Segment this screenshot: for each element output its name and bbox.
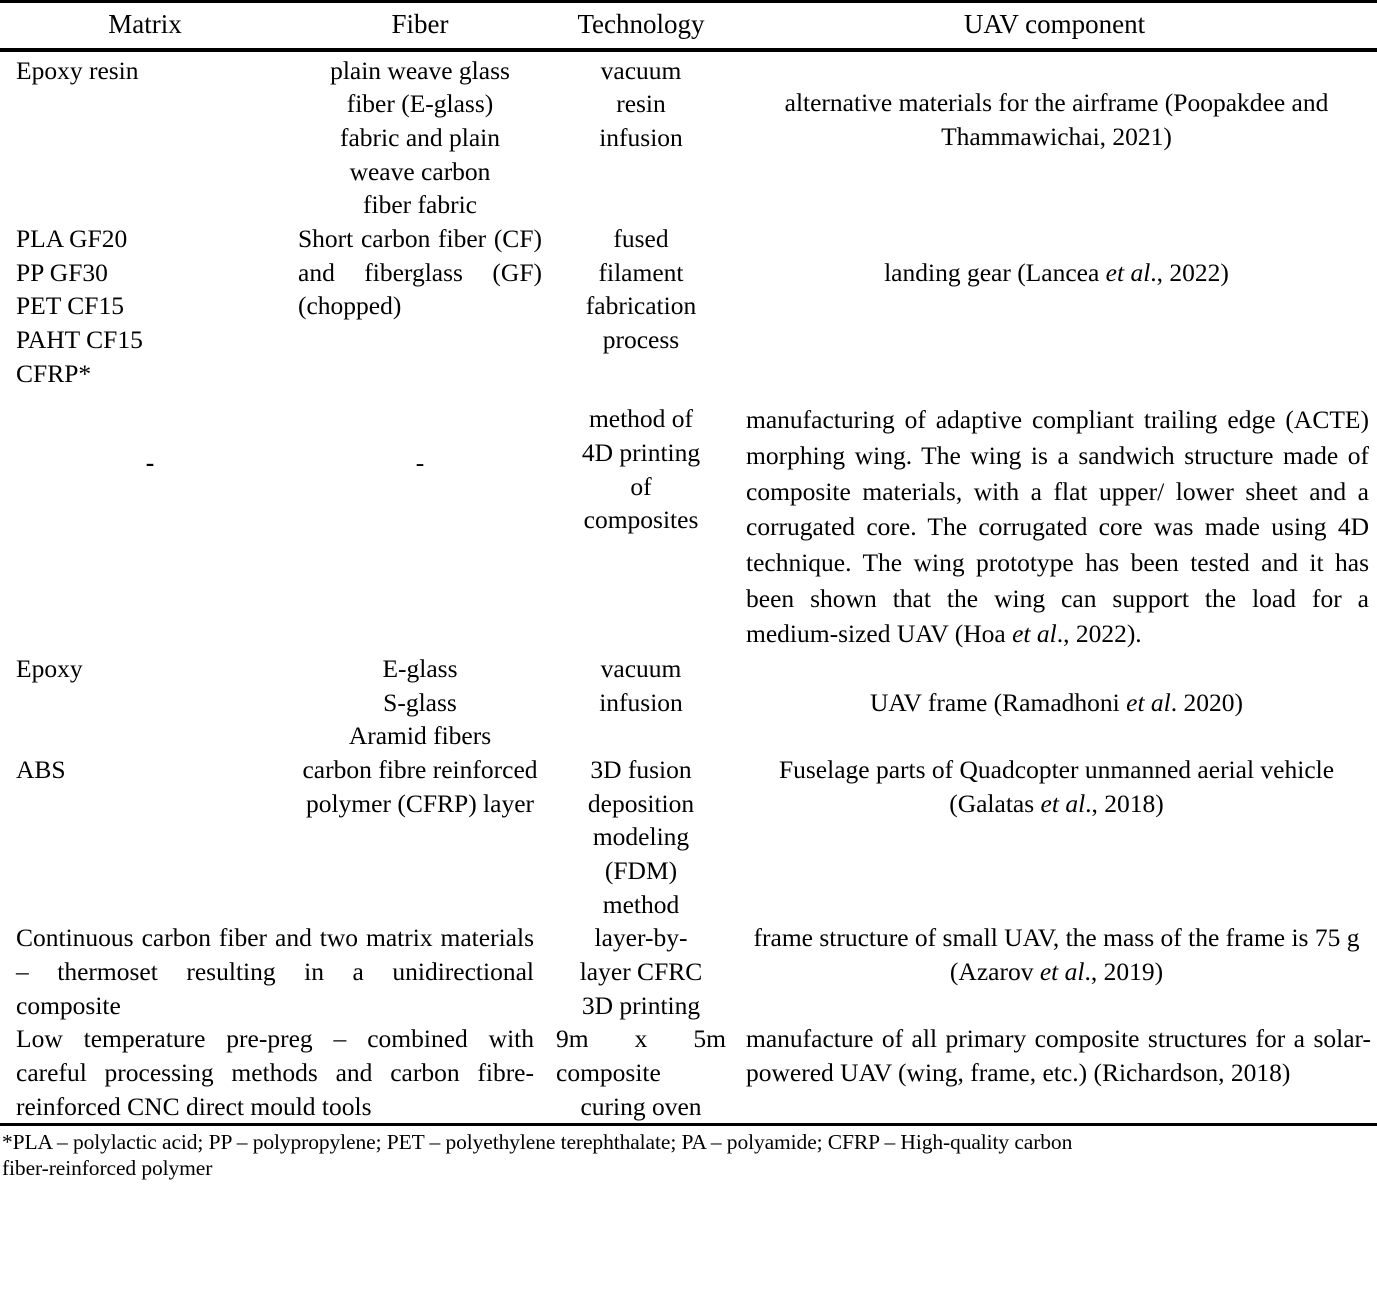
- technology-text: 9m x 5m composite curing oven: [556, 1024, 726, 1121]
- fiber-line: carbon fibre reinforced: [302, 754, 538, 784]
- uav-text-post: ., 2019): [1084, 956, 1164, 986]
- technology-line: infusion: [599, 122, 683, 152]
- technology-line: method: [602, 889, 680, 919]
- column-header-technology: Technology: [577, 9, 705, 39]
- uav-text-italic: et al: [1040, 788, 1086, 818]
- fiber-line: fabric and plain: [339, 122, 500, 152]
- technology-line: modeling: [592, 822, 690, 852]
- technology-line: infusion: [599, 687, 683, 717]
- fiber-lines: [296, 652, 544, 753]
- uav-text-pre: UAV frame (Ramadhoni: [869, 688, 1127, 717]
- matrix-dash: -: [145, 448, 155, 478]
- technology-lines: [556, 54, 726, 155]
- cell-technology: [550, 753, 732, 921]
- technology-line: deposition: [587, 788, 695, 818]
- cell-matrix: Continuous carbon fiber and two matrix materials – thermoset resulting in a unidirectional composite: [16, 923, 534, 1020]
- cell-technology: [550, 1022, 732, 1124]
- uav-text-italic: et al: [1126, 688, 1171, 717]
- fiber-line: polymer (CFRP) layer: [305, 788, 535, 818]
- cell-fiber: [290, 753, 550, 921]
- uav-text-post: ., 2018): [1085, 788, 1164, 818]
- cell-matrix: ABS: [16, 754, 66, 784]
- cell-matrix: Low temperature pre-preg – combined with careful processing methods and carbon fibre-reinforced CNC direct mould tools: [16, 1024, 534, 1121]
- technology-line: filament: [598, 257, 684, 287]
- table-row: [0, 1022, 1377, 1124]
- cell-uav-component: [732, 222, 1377, 390]
- matrix-line: CFRP*: [16, 358, 92, 388]
- technology-lines: [556, 652, 726, 719]
- fiber-line: plain weave glass: [330, 55, 510, 85]
- cell-uav-component: [732, 652, 1377, 753]
- cell-matrix: [0, 222, 290, 390]
- technology-line: 3D fusion: [590, 754, 692, 784]
- cell-uav-component: [732, 1022, 1377, 1124]
- cell-matrix: Epoxy resin: [16, 55, 139, 85]
- uav-text-italic: et al: [1012, 619, 1057, 649]
- fiber-lines: [296, 753, 544, 820]
- fiber-lines: [296, 54, 544, 222]
- uav-text: [746, 52, 1367, 155]
- uav-text-pre: alternative materials for the airframe (Poopakdee and Thammawichai, 2021): [784, 87, 1329, 152]
- uav-text-post: ., 2022): [1150, 257, 1229, 287]
- fiber-line: fiber fabric: [363, 190, 477, 220]
- cell-matrix: [0, 390, 290, 652]
- fiber-line: Aramid fibers: [348, 721, 492, 751]
- technology-lines: [556, 402, 726, 537]
- table-row: [0, 753, 1377, 921]
- cell-technology: [550, 921, 732, 1022]
- table-row: [0, 652, 1377, 753]
- technology-line: vacuum: [600, 654, 682, 683]
- table-row: [0, 222, 1377, 390]
- table-header: [0, 2, 1377, 50]
- header-row: [0, 2, 1377, 50]
- fiber-line: fiber (E-glass): [346, 89, 494, 119]
- technology-line: resin: [616, 89, 666, 119]
- technology-line: method of: [588, 404, 694, 434]
- technology-lines: [556, 753, 726, 921]
- fiber-line: E-glass: [382, 654, 458, 683]
- technology-line: process: [602, 324, 680, 354]
- uav-text-pre: frame structure of small UAV, the mass of the frame is 75 g (Azarov: [753, 923, 1360, 986]
- matrix-lines: [16, 222, 284, 390]
- cell-fiber: [290, 222, 550, 390]
- technology-line: (FDM): [604, 855, 678, 885]
- table-row: [0, 390, 1377, 652]
- fiber-line: weave carbon: [349, 156, 491, 186]
- technology-line: composites: [583, 505, 699, 535]
- cell-technology: [550, 390, 732, 652]
- footnote-line-2: fiber-reinforced polymer: [2, 1156, 213, 1181]
- table-row: [0, 50, 1377, 222]
- cell-uav-component: [732, 921, 1377, 1022]
- table-footnote: [0, 1126, 1377, 1181]
- uav-text: [746, 222, 1367, 290]
- uav-text-pre: manufacture of all primary composite structures for a solar-powered UAV (wing, frame, etc.) (Richardson, 2018): [746, 1024, 1371, 1087]
- uav-text-italic: et al: [1105, 257, 1151, 287]
- cell-fiber: [290, 652, 550, 753]
- uav-text: [746, 652, 1367, 720]
- uav-text: [746, 921, 1367, 988]
- cell-fiber: [290, 390, 550, 652]
- cell-uav-component: [732, 390, 1377, 652]
- cell-fiber: [290, 50, 550, 222]
- column-header-uav-component: UAV component: [963, 9, 1146, 39]
- uav-text: [746, 753, 1367, 820]
- matrix-line: PET CF15: [16, 291, 124, 321]
- matrix-line: PLA GF20: [16, 223, 128, 253]
- cell-technology: [550, 222, 732, 390]
- uav-text-italic: et al: [1039, 956, 1085, 986]
- matrix-line: PP GF30: [16, 257, 108, 287]
- uav-text-pre: landing gear (Lancea: [884, 257, 1106, 287]
- technology-line: fabrication: [585, 291, 697, 321]
- matrix-line: PAHT CF15: [16, 324, 143, 354]
- technology-line: layer-by-: [594, 923, 688, 953]
- table-body: [0, 50, 1377, 1125]
- technology-line: layer CFRC: [579, 956, 703, 986]
- technology-line: vacuum: [600, 55, 682, 85]
- uav-text-pre: manufacturing of adaptive compliant trailing edge (ACTE) morphing wing. The wing is a sandwich structure made of composite materials, with a flat upper/ lower sheet and a corrugated core. The corrugated core was made using 4D technique. The wing prototype has been tested and it has been shown that the wing can support the load for a medium-sized UAV (Hoa: [746, 405, 1369, 649]
- technology-line: 4D printing: [581, 437, 701, 467]
- fiber-line: S-glass: [383, 687, 457, 717]
- technology-lines: [556, 921, 726, 1022]
- column-header-fiber: Fiber: [391, 9, 449, 39]
- technology-line: 3D printing: [581, 990, 701, 1020]
- table-row: [0, 921, 1377, 1022]
- cell-matrix: Epoxy: [16, 654, 83, 683]
- fiber-dash: -: [415, 448, 425, 478]
- uav-text-post: . 2020): [1170, 688, 1243, 717]
- cell-uav-component: [732, 753, 1377, 921]
- technology-line: of: [630, 471, 652, 501]
- cell-uav-component: [732, 50, 1377, 222]
- cell-technology: [550, 652, 732, 753]
- technology-line: fused: [613, 223, 669, 253]
- technology-lines: [556, 222, 726, 357]
- footnote-line-1: *PLA – polylactic acid; PP – polypropylene; PET – polyethylene terephthalate; PA – polyamide; CFRP – High-quality carbon: [2, 1130, 1073, 1155]
- cell-technology: [550, 50, 732, 222]
- column-header-matrix: Matrix: [108, 9, 182, 39]
- fiber-text: Short carbon fiber (CF) and fiberglass (GF) (chopped): [298, 223, 542, 321]
- uav-text-post: ., 2022).: [1056, 619, 1142, 649]
- uav-text-pre: Fuselage parts of Quadcopter unmanned aerial vehicle (Galatas: [778, 754, 1335, 818]
